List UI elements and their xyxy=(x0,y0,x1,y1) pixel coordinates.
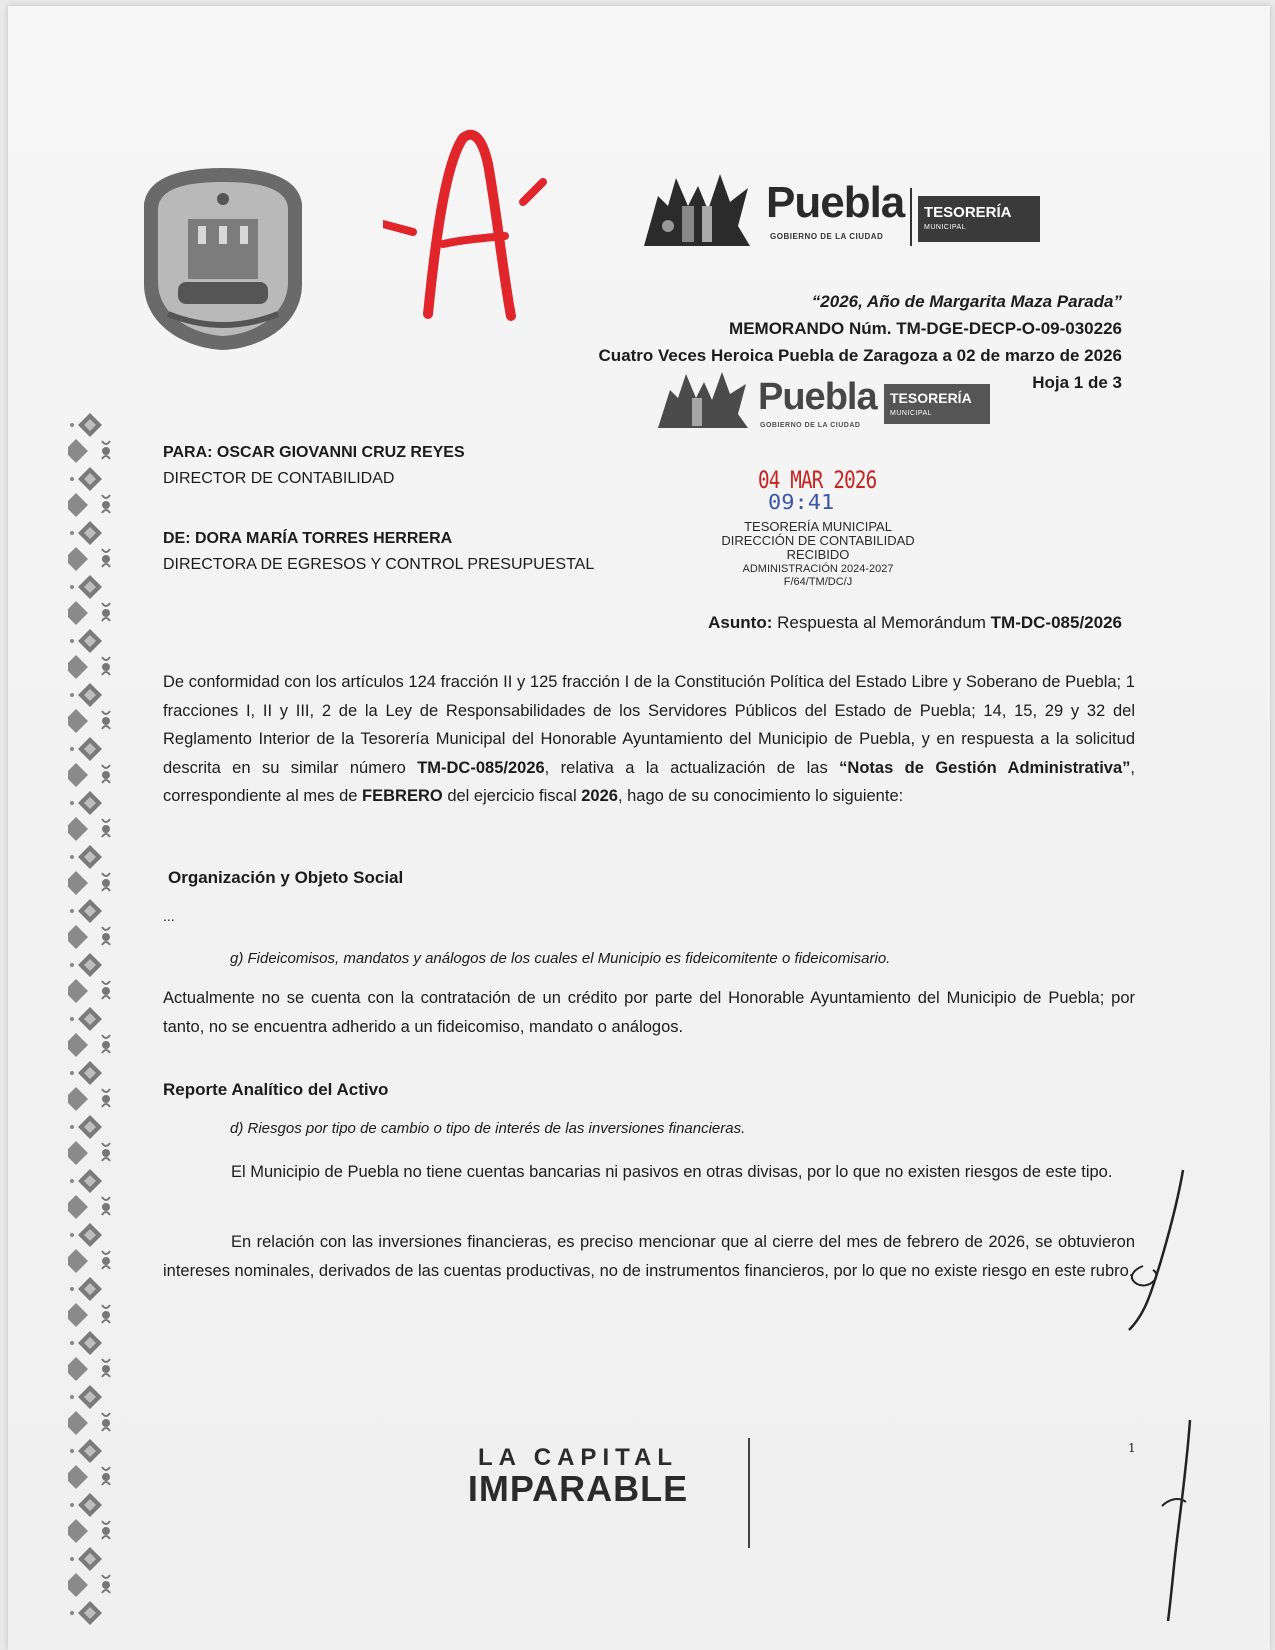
puebla-tesoreria-logo xyxy=(638,166,1058,256)
stamp-line-3: RECIBIDO xyxy=(786,547,850,562)
intro-ref: TM-DC-085/2026 xyxy=(417,758,545,777)
intro-month: FEBRERO xyxy=(362,787,443,805)
stamped-logo xyxy=(654,366,994,436)
recipient-block xyxy=(163,440,465,492)
tesoreria-badge xyxy=(918,196,1040,242)
decorative-border-icon xyxy=(68,411,128,1626)
reporte-paragraph-1-text: El Municipio de Puebla no tiene cuentas bancarias ni pasivos en otras divisas, por lo que no existen riesgos de este tipo. xyxy=(231,1163,1113,1181)
municipal-label: MUNICIPAL xyxy=(924,224,967,231)
intro-notes: “Notas de Gestión Administrativa” xyxy=(839,758,1131,777)
logo-gobierno-text: GOBIERNO DE LA CIUDAD xyxy=(770,232,884,241)
stamped-puebla-text: Puebla xyxy=(758,376,877,418)
section-reporte-paragraph-1 xyxy=(163,1158,1135,1187)
slogan-line-2: IMPARABLE xyxy=(467,1468,689,1509)
stamp-line-4: ADMINISTRACIÓN 2024-2027 xyxy=(742,563,894,575)
stamp-time: 09:41 xyxy=(768,490,835,514)
stamp-line-1: TESORERÍA MUNICIPAL xyxy=(744,519,892,534)
section-organizacion-item: g) Fideicomisos, mandatos y análogos de los cuales el Municipio es fideicomitente o fideicomisario. xyxy=(230,950,891,967)
place-date: Cuatro Veces Heroica Puebla de Zaragoza a 02 de marzo de 2026 xyxy=(598,346,1122,365)
section-reporte-heading: Reporte Analítico del Activo xyxy=(163,1080,389,1099)
stamped-gobierno-text: GOBIERNO DE LA CIUDAD xyxy=(760,422,861,429)
subject-ref: TM-DC-085/2026 xyxy=(990,613,1122,632)
footer-slogan xyxy=(433,1444,723,1509)
from-title: DIRECTORA DE EGRESOS Y CONTROL PRESUPUESTAL xyxy=(163,556,595,573)
slogan-line-1: LA CAPITAL xyxy=(478,1444,678,1471)
stamped-tesoreria-badge xyxy=(884,384,990,424)
to-title: DIRECTOR DE CONTABILIDAD xyxy=(163,470,395,487)
sheet-number: Hoja 1 de 3 xyxy=(1032,373,1122,392)
ellipsis: ... xyxy=(163,908,175,924)
subject-text: Respuesta al Memorándum xyxy=(777,613,986,632)
handwritten-a-mark-icon xyxy=(383,124,573,324)
intro-part-1: De conformidad con los artículos 124 fracción II y 125 fracción I de la Constitución Política del Estado Libre y Soberano de Puebla; 1 fracciones I, II y III, 2 de la Ley de Responsabilidades de los Servidores Públicos del Estado de Puebla; 14, 15, 29 y 32 del Reglamento Interior de la Tesorería Municipal del Honorable Ayuntamiento del Municipio de Puebla, y en respuesta a la solicitud descrita en su similar número xyxy=(163,673,1135,777)
logo-puebla-text: Puebla xyxy=(766,178,905,227)
footer-divider xyxy=(748,1438,750,1548)
section-organizacion-paragraph: Actualmente no se cuenta con la contratación de un crédito por parte del Honorable Ayuntamiento del Municipio de Puebla; por tanto, no se encuentra adherido a un fideicomiso, mandato o análogos. xyxy=(163,989,1135,1036)
subject-line xyxy=(708,613,1122,633)
section-reporte-paragraph-2 xyxy=(163,1228,1135,1285)
stamp-line-5: F/64/TM/DC/J xyxy=(783,576,853,588)
sender-block xyxy=(163,526,594,578)
year-motto: “2026, Año de Margarita Maza Parada” xyxy=(811,292,1122,311)
municipal-seal-icon xyxy=(138,164,308,354)
stamped-municipal-label: MUNICIPAL xyxy=(890,410,933,417)
intro-year: 2026 xyxy=(581,787,618,805)
stamped-emblem-icon xyxy=(654,366,754,436)
reporte-paragraph-2-text: En relación con las inversiones financieras, es preciso mencionar que al cierre del mes de febrero de 2026, se obtuvieron intereses nominales, derivados de las cuentas productivas, no de instrumentos financieros, por lo que no existe riesgo en este rubro. xyxy=(163,1233,1135,1280)
puebla-emblem-icon xyxy=(638,166,758,256)
intro-paragraph xyxy=(163,668,1135,811)
tesoreria-label: TESORERÍA xyxy=(924,204,1012,221)
memo-number: MEMORANDO Núm. TM-DGE-DECP-O-09-030226 xyxy=(729,319,1122,338)
memo-page xyxy=(8,6,1270,1650)
intro-part-5: , hago de su conocimiento lo siguiente: xyxy=(617,787,904,805)
stamped-tesoreria-label: TESORERÍA xyxy=(890,390,972,406)
intro-part-3: , correspondiente al mes de xyxy=(163,758,1135,805)
intro-part-2: , relativa a la actualización de las xyxy=(544,758,828,777)
stamp-line-2: DIRECCIÓN DE CONTABILIDAD xyxy=(721,533,915,548)
section-reporte-item: d) Riesgos por tipo de cambio o tipo de interés de las inversiones financieras. xyxy=(230,1120,746,1137)
signature-initials-icon xyxy=(1123,1166,1203,1336)
stamp-date: 04 MAR 2026 xyxy=(758,466,877,494)
from-line: DE: DORA MARÍA TORRES HERRERA xyxy=(163,530,453,547)
page-number: 1 xyxy=(1128,1441,1136,1455)
to-line: PARA: OSCAR GIOVANNI CRUZ REYES xyxy=(163,444,465,461)
intro-part-4: del ejercicio fiscal xyxy=(447,787,577,805)
section-organizacion-heading: Organización y Objeto Social xyxy=(168,868,404,887)
subject-label: Asunto: xyxy=(708,613,773,632)
signature-margin-icon xyxy=(1156,1416,1206,1626)
